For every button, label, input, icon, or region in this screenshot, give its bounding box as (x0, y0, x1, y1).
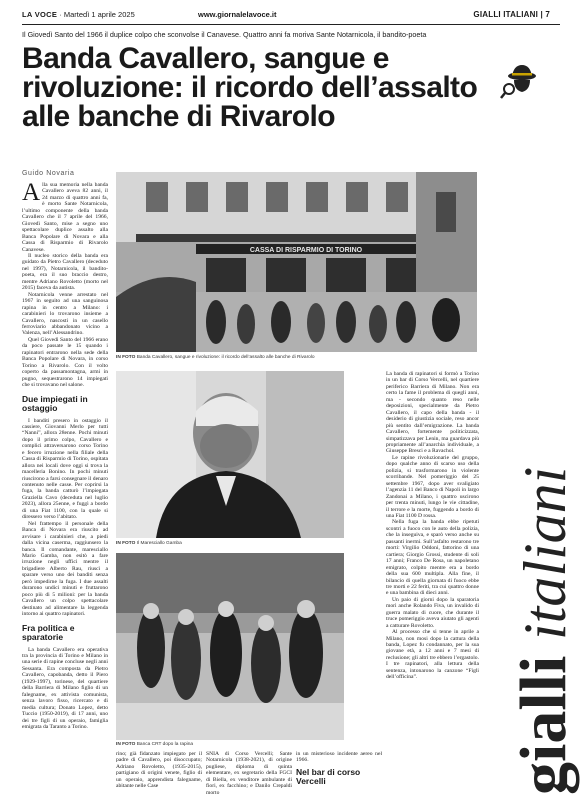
column-3 (206, 751, 292, 799)
column-5 (386, 371, 479, 799)
photo-maresciallo (116, 371, 344, 538)
gialli-italiani-logo (485, 450, 580, 800)
paragraph: Il nucleo storico della banda era guidato da Pietro Cavallero (deceduto nel 1997), Notarnicola, il bandito-poeta, era il suo braccio destro, mentre Adriano Rovoletto (morto nel 2015) faceva da autista. (22, 252, 108, 292)
caption-photo-1 (116, 355, 477, 360)
header-url[interactable]: www.giornalelavoce.it (198, 10, 277, 19)
subheading: Due impiegati in ostaggio (22, 393, 88, 413)
drop-cap: A (22, 182, 41, 206)
article-kicker: Il Giovedì Santo del 1966 il duplice colpo che sconvolse il Canavese. Quattro anni fa moriva Sante Notarnicola, il bandito-poeta (22, 30, 427, 39)
column-1 (22, 182, 108, 794)
caption-label: IN FOTO (116, 742, 136, 747)
paragraph: Un paio di giorni dopo la sparatoria morì anche Rolando Fiva, un invalido di guerra malato di cuore, che durante il truce pomeriggio aveva aiutato gli agenti a catturare Rovoletto. (386, 596, 479, 629)
paragraph: Alla sua memoria nella banda Cavallero aveva 82 anni, il 24 marzo di quattro anni fa, è morto Sante Notarnicola, l’ultimo componente della banda Cavallero che il 7 aprile del 1966, Giovedì Santo, mise a segno uno spettacolare duplice assalto alla Banca Popolare di Novara e alla Cassa di Risparmio di Rivarolo Canavese. (22, 182, 108, 253)
photo-bank-interior (116, 553, 344, 740)
caption-label: IN FOTO (116, 355, 136, 360)
paragraph: Nel frattempo il personale della Banca di Novara era riuscito ad avvisare i carabinieri che, a piedi dalla vicina caserma, raggiunsero la banca. Il comandante, maresciallo Mario Gamba, non esitò a fare irruzione negli uffici mentre il brigadiere Alberto Rau, riuscì a sparare verso uno dei banditi senza però impedirne la fuga. I due assalti durarono undici minuti e fruttarono poco più di 5 milioni: per la banda Cavallero un colpo spettacolare destinato ad alimentare la leggenda intorno ai quattro rapinatori. (22, 520, 108, 618)
detective-icon (500, 62, 540, 102)
header-date: Martedì 1 aprile 2025 (63, 10, 135, 19)
paragraph: SNIA di Corso Vercelli; Sante Notarnicola (1938-2021), di origine pugliese, diploma di quinta elementare, ex segretario della FGCI di Biella, ex venditore ambulante di fiori, ex facchino; e Danilo Crepaldi morto (206, 751, 292, 796)
section-label (473, 10, 550, 19)
logo-word-2: italiani (512, 466, 578, 640)
paragraph: Nella fuga la banda ebbe ripetuti scontri a fuoco con le auto della polizia, che la inseguiva, e sparò verso anche su passanti inermi. Sull’asfalto restarono tre morti: Virgilio Oddoni, fattorino di una cartiera; Giorgio Grossi, studente di soli 17 anni; Franco De Rosa, un napoletano emigrato, colpito mentre era a bordo della sua 600 multipla. Alla fine, il bilancio di quella giornata di fuoco ebbe tre morti e 22 feriti, tra cui quattro donne e una bambina di dieci anni. (386, 519, 479, 597)
paragraph: Notarnicola venne arrestato nel 1967 in seguito ad una sanguinosa rapina in centro a Milano: i carabinieri lo trovarono insieme a Cavallero, nascosti in un casello ferroviario abbandonato vicino a Valenza, nell’Alessandrino. (22, 291, 108, 337)
caption-text: Il Maresciallo Gamba (136, 541, 182, 546)
bank-sign: CASSA DI RISPARMIO DI TORINO (249, 247, 363, 254)
photo-maresciallo-image (116, 371, 344, 538)
caption-label: IN FOTO (116, 541, 136, 546)
article-headline: Banda Cavallero, sangue e rivoluzione: il ricordo dell’assalto alle banche di Rivarolo (22, 42, 478, 133)
caption-photo-2 (116, 541, 344, 546)
paragraph: I banditi presero in ostaggio il cassiere, Giovanni Merlo per tutti “Nanni”, allora 28enne. Pochi minuti dopo il primo colpo, Cavallero e complici attraversarono corso Torino e fecero irruzione nella filiale della Cassa di Risparmio di Torino, ospitata allora nei locali dove oggi si trova la macelleria Bonino. In pochi minuti riuscirono a farsi consegnare il denaro contenuto nelle casse. Per coprirsi la fuga, la banda catturò l’impiegata Graziella Cavo (deceduta nel luglio 2023), allora 25enne, e fuggì a bordo di una Fiat 1100, con la quale si diressero verso l’abitato. (22, 417, 108, 521)
caption-photo-3 (116, 742, 344, 747)
subheading: Nel bar di corso Vercelli (296, 766, 361, 787)
newspaper-brand: LA VOCE (22, 10, 58, 19)
paragraph: Le rapine rivoluzionarie del gruppo, dopo qualche anno di scarso uso della polizia, si trasformarono in violente scorribande. Nel pomeriggio del 25 settembre 1967, dopo aver svaligiato l’agenzia 11 del Banco di Napoli in largo Zandonai a Milano, i quattro uscirono per trenta minuti, lungo le vie cittadine, il terrore e la morte, fuggendo a bordo di una Fiat 1100 D rossa. (386, 454, 479, 519)
logo-word-1: gialli (507, 655, 580, 795)
paragraph: La banda di rapinatori si formò a Torino in un bar di Corso Vercelli, nel quartiere periferico Barriera di Milano. Non era certo la fame il problema di quegli anni, ma - secondo quanto reso nelle deposizioni, specialmente da Pietro Cavallero, il capo della banda - il desiderio di giustizia sociale, reso ancor più sentito dall’emigrazione. La banda Cavallero, fortemente politicizzata, simpatizzava per Lenin, ma guardava più propriamente all’anarchia individuale, a Giuseppe Bresci e a Ravachol. (386, 371, 479, 455)
column-4 (296, 751, 382, 799)
photo-bank-street-image (116, 172, 477, 352)
section-name: GIALLI ITALIANI (473, 10, 539, 19)
paragraph: Quel Giovedì Santo del 1966 erano da poco passate le 15 quando i rapinatori entrarono nella sede della Banca Popolare di Novara, in corso Torino a Rivarolo. Con il volto coperto da passamontagna, armi in pugno, sequestrarono 14 impiegati che si trovavano nel salone. (22, 336, 108, 389)
paragraph: Al processo che si tenne in aprile a Milano, non mosi dopo la cattura della banda, Lopez fu condannato, per la sua giovane età, a 12 anni e 7 mesi di reclusione; gli altri tre ebbero l’ergastolo. I tre rapinatori, alla lettura della sentenza, intonarono la canzone “Figli dell’officina”. (386, 629, 479, 681)
section-divider: | (540, 10, 546, 19)
photo-bank-interior-image (116, 553, 344, 740)
page-number: 7 (545, 10, 550, 19)
column-2 (116, 751, 202, 799)
subheading: Fra politica e sparatorie (22, 622, 75, 643)
paragraph: rino; già fidanzato impiegato per il padre di Cavallero, poi disoccupato; Adriano Rovoletto, (1935-2015), partigiano di origini venete, figlio di un operaio, apprendista falegname, abitante nelle Case (116, 751, 202, 790)
article-byline: Guido Novaria (22, 170, 75, 177)
header-rule (22, 24, 560, 25)
caption-text: Banca CRT dopo la rapina (136, 742, 194, 747)
photo-bank-street (116, 172, 477, 352)
page-header (22, 10, 560, 24)
caption-text: Banda Cavallero, sangue e rivoluzione: il ricordo dell’assalto alle banche di Rivarolo (136, 355, 315, 360)
header-separator: · (59, 10, 64, 19)
paragraph: in un misterioso incidente aereo nel 1966. (296, 751, 382, 764)
paragraph: La banda Cavallero era operativa tra la provincia di Torino e Milano in una serie di rapine concluse negli anni Sessanta. Era composta da Pietro Cavallero, capobanda, detto il Piero (1929-1997), torinese, del quartiere della Barriera di Milano figlio di un falegname, ex attivista comunista, senza lavoro fisso, ricercato e di media cultura; Donato Lopez, detto Tuccio (1950-2019), di 17 anni, uno dei tre figli di un operaio, famiglia emigrata da Taranto a Torino. (22, 646, 108, 730)
